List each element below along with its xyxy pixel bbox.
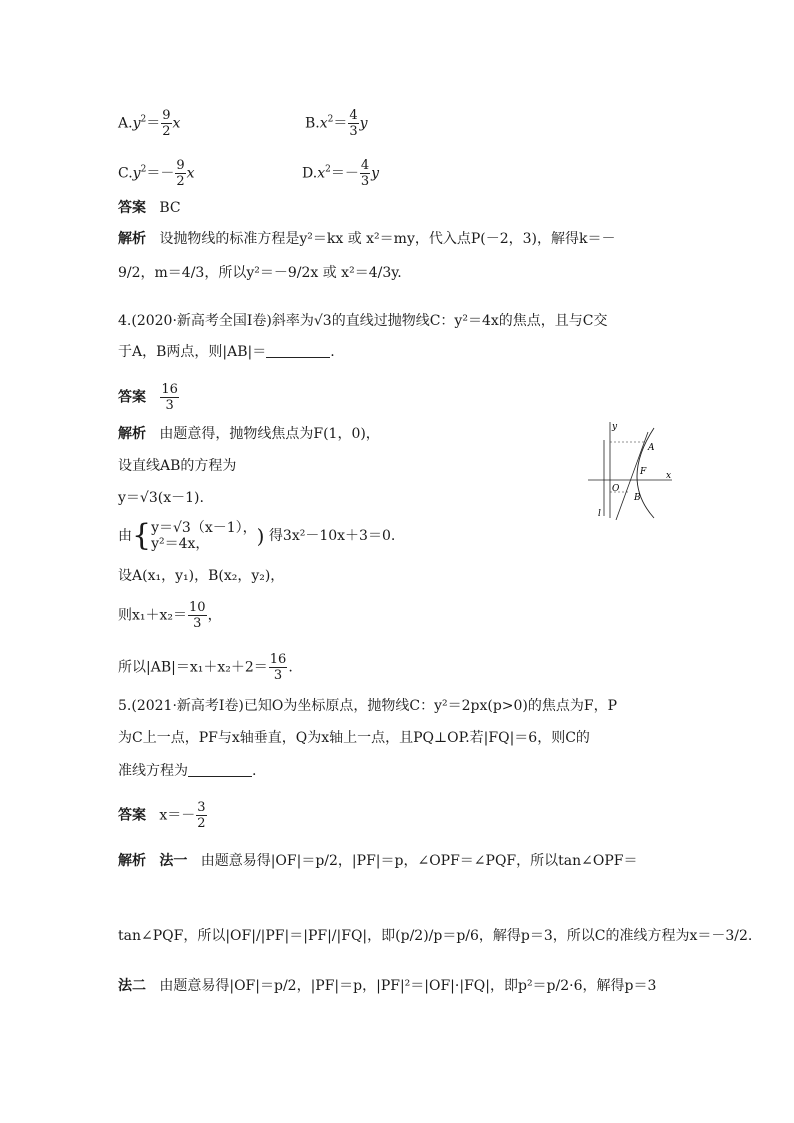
q4-analysis-line2: 设直线AB的方程为 — [118, 458, 237, 474]
q5-stem-line1: 5.(2021·新高考Ⅰ卷)已知O为坐标原点，抛物线C：y²＝2px(p>0)的焦点为F，P — [118, 698, 618, 714]
q4-analysis-line7: 所以|AB|＝x₁＋x₂＋2＝ $\frac{16}{3}$ . — [118, 652, 293, 683]
answer-blank — [266, 343, 330, 358]
q5-stem-line3: 准线方程为 . — [118, 763, 257, 779]
label-o: O — [612, 484, 620, 494]
q4-analysis-line5: 设A(x₁，y₁)，B(x₂，y₂)， — [118, 568, 285, 584]
option-c: $C.y^2=-$ $\frac{9}{2}$ x — [118, 158, 195, 189]
q4-analysis-line1: 解析 由题意得，抛物线焦点为F(1，0)， — [118, 426, 380, 442]
q5-method1-line2: tan∠PQF，所以|OF|/|PF|＝|PF|/|FQ|，即(p/2)/p＝p/6，解得p＝3，所以C的准线方程为x＝－3/2. — [118, 928, 753, 944]
q3-analysis-line1: 解析 设抛物线的标准方程是y²＝kx 或 x²＝my，代入点P(－2，3)，解得k＝－ — [118, 231, 616, 247]
label-a: A — [648, 443, 655, 453]
q4-system: 由{ y＝√3（x－1）， y²＝4x， ) 得3x²－10x＋3＝0. — [118, 518, 396, 553]
label-y: y — [612, 422, 618, 432]
q4-stem-line2: 于A，B两点，则|AB|＝ . — [118, 344, 335, 360]
q4-analysis-line3: y＝√3(x－1). — [118, 490, 204, 506]
q5-method2-line1: 法二 由题意易得|OF|＝p/2，|PF|＝p，|PF|²＝|OF|·|FQ|，即p²＝p/2·6，解得p＝3 — [118, 978, 657, 994]
option-b: $B.x^2=$ $\frac{4}{3}$ y — [305, 108, 368, 139]
label-l: l — [598, 509, 601, 519]
parabola-figure — [588, 420, 674, 520]
q3-answer: 答案 BC — [118, 200, 181, 216]
analysis-label: 解析 — [118, 231, 146, 247]
answer-blank — [188, 762, 252, 777]
q4-answer: 答案 $\frac{16}{3}$ — [118, 382, 178, 413]
q4-analysis-line6: 则x₁＋x₂＝ $\frac{10}{3}$ ， — [118, 600, 222, 631]
q5-answer: 答案 x＝－ $\frac{3}{2}$ — [118, 800, 206, 831]
label-b: B — [634, 493, 641, 503]
q5-stem-line2: 为C上一点，PF与x轴垂直，Q为x轴上一点，且PQ⊥OP.若|FQ|＝6，则C的 — [118, 730, 590, 746]
label-f: F — [640, 467, 647, 477]
q3-analysis-line2: 9/2，m＝4/3，所以y²＝－9/2x 或 x²＝4/3y. — [118, 265, 402, 281]
label-x: x — [666, 471, 672, 481]
q4-stem-line1: 4.(2020·新高考全国Ⅰ卷)斜率为√3的直线过抛物线C：y²＝4x的焦点，且与C交 — [118, 313, 608, 329]
option-d: $D.x^2=-$ $\frac{4}{3}$ y — [302, 158, 380, 189]
q5-method1-line1: 解析 法一 由题意易得|OF|＝p/2，|PF|＝p，∠OPF＝∠PQF，所以tan∠OPF＝ — [118, 853, 638, 869]
option-a: $A.y^2=$ $\frac{9}{2}$ x — [118, 108, 181, 139]
